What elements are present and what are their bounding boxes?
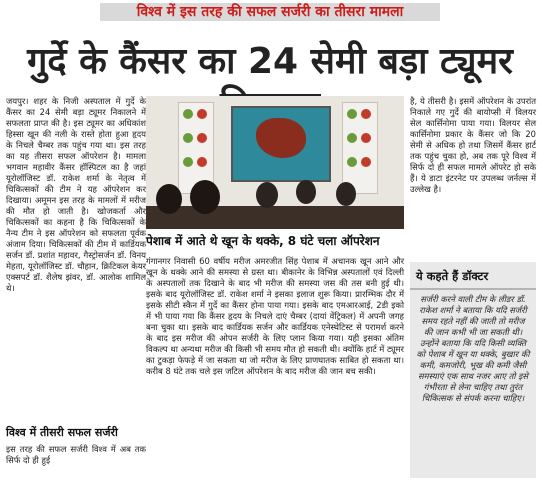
headline: गुर्दे के कैंसर का 24 सेमी बड़ा ट्यूमर [27, 41, 513, 82]
article-column-3: है, ये तीसरी है। इसमें ऑपरेशन के उपरांत निकाले गए गुर्दे की बायोप्सी में विलयर सेल कार्सिनोमा पाया गया। विलयर सेल कार्सिनोमा प्रकार के कैंसर जो कि 20 सेमी से अधिक हो तथा जिसमें कैंसर हार्ट तक पहुंच चुका हो, अब तक पूरे विश्व में सिर्फ दो ही सफल मामले ऑपरेट हो सके हैं। ये डाटा इंटरनेट पर उपलब्ध जर्नल्स में उल्लेख है। [410, 96, 536, 194]
article-column-2: गंगानगर निवासी 60 वर्षीय मरीज अमरजीत सिंह पेशाब में अचानक खून आने और खून के थक्के आने की समस्या से ग्रस्त था। बीकानेर के विभिन्न अस्पतालों एवं दिल्ली के अस्पतालों तक दिखाने के बाद भी मरीज की समस्या जस की तस बनी हुई थी। इसके बाद यूरोलॉजिस्ट डॉ. राकेश शर्मा ने इसका इलाज शुरू किया। प्रारम्भिक दौर में इसके सीटी स्कैन में गुर्दे का कैंसर होना पाया गया। इसके बाद एमआरआई, 2डी इको में भी पाया गया कि कैंसर हृदय के निचले दाएं चैम्बर (दायां वेंट्रिकल) में अपनी जगह बना चुका था। इसके बाद कार्डियक सर्जन और कार्डियक एनेस्थेटिस्ट से परामर्श करने के बाद इस मरीज की ओपन सर्जरी के लिए प्लान किया गया। यही इसका अंतिम विकल्प था अन्यथा मरीज की किसी भी समय मौत हो सकती थी। क्योंकि हार्ट में ट्यूमर का टुकड़ा फेफड़े में जा सकता था जो मरीज के लिए प्राणघातक साबित हो सकता था। करीब 8 घंटे तक चले इस जटिल ऑपरेशन के बाद मरीज की जान बच सकी। [146, 256, 404, 376]
press-conference-photo [146, 96, 404, 229]
article-column-1-continued: इस तरह की सफल सर्जरी विश्व में अब तक सिर्फ दो ही हुई [6, 444, 146, 465]
hospital-banner-right [342, 102, 378, 194]
kicker-text: विश्व में इस तरह की सफल सर्जरी का तीसरा मामला [136, 4, 404, 20]
quote-box-title: ये कहते हैं डॉक्टर [416, 269, 489, 283]
article-column-1: जयपुर। शहर के निजी अस्पताल में गुर्दे के कैंसर का 24 सेमी बड़ा ट्यूमर निकालने में सफलता प्राप्त की है। इस ट्यूमर का अधिकांश हिस्सा खून की नली के रास्ते होता हुआ हृदय के निचले चैम्बर तक पहुंच गया था। इस तरह का यह तीसरा सफल ऑपरेशन है। मामला भगवान महावीर कैंसर हॉस्पिटल का है जहां यूरोलॉजिस्ट डॉ. राकेश शर्मा के नेतृत्व में चिकित्सकों की टीम ने यह ऑपरेशन कर दिखाया। अमूमन इस तरह के मामलों में मरीज की मौत हो जाती है। खोजकर्ता और चिकित्सकों का कहना है कि चिकित्सकों के नैन्य टीम ने इस ऑपरेशन को सफलता पूर्वक अंजाम दिया। चिकित्सकों की टीम में कार्डियक सर्जन डॉ. प्रशांत महावर, गैस्ट्रोसर्जन डॉ. विनय मेहता, यूरोलॉजिस्ट डॉ. चौहान, क्रिटिकल केयर एक्सपर्ट डॉ. शैलेष झंवर, डॉ. आलोक शामिल थे। [6, 96, 146, 293]
quote-box-divider [410, 288, 536, 290]
doctor-quote-box [410, 262, 536, 478]
conference-table [146, 206, 404, 229]
subheading-world-third-surgery: विश्व में तीसरी सफल सर्जरी [6, 426, 118, 439]
subheading-blood-clots: पेशाब में आते थे खून के थक्के, 8 घंटे चला ऑपरेशन [146, 234, 380, 248]
quote-box-body: सर्जरी करने वाली टीम के लीडर डॉ. राकेश शर्मा ने बताया कि यदि सर्जरी समय रहते नहीं की जाती तो मरीज की जान कभी भी जा सकती थी। उन्होंने बताया कि यदि किसी व्यक्ति को पेशाब में खून या थक्के, बुखार की कमी, कमजोरी, भूख की कमी जैसी समस्याएं एक साथ नजर आए तो इसे गंभीरता से लेना चाहिए तथा तुरंत चिकित्सक से संपर्क करना चाहिए। [416, 294, 530, 403]
kicker-strip [0, 0, 540, 26]
